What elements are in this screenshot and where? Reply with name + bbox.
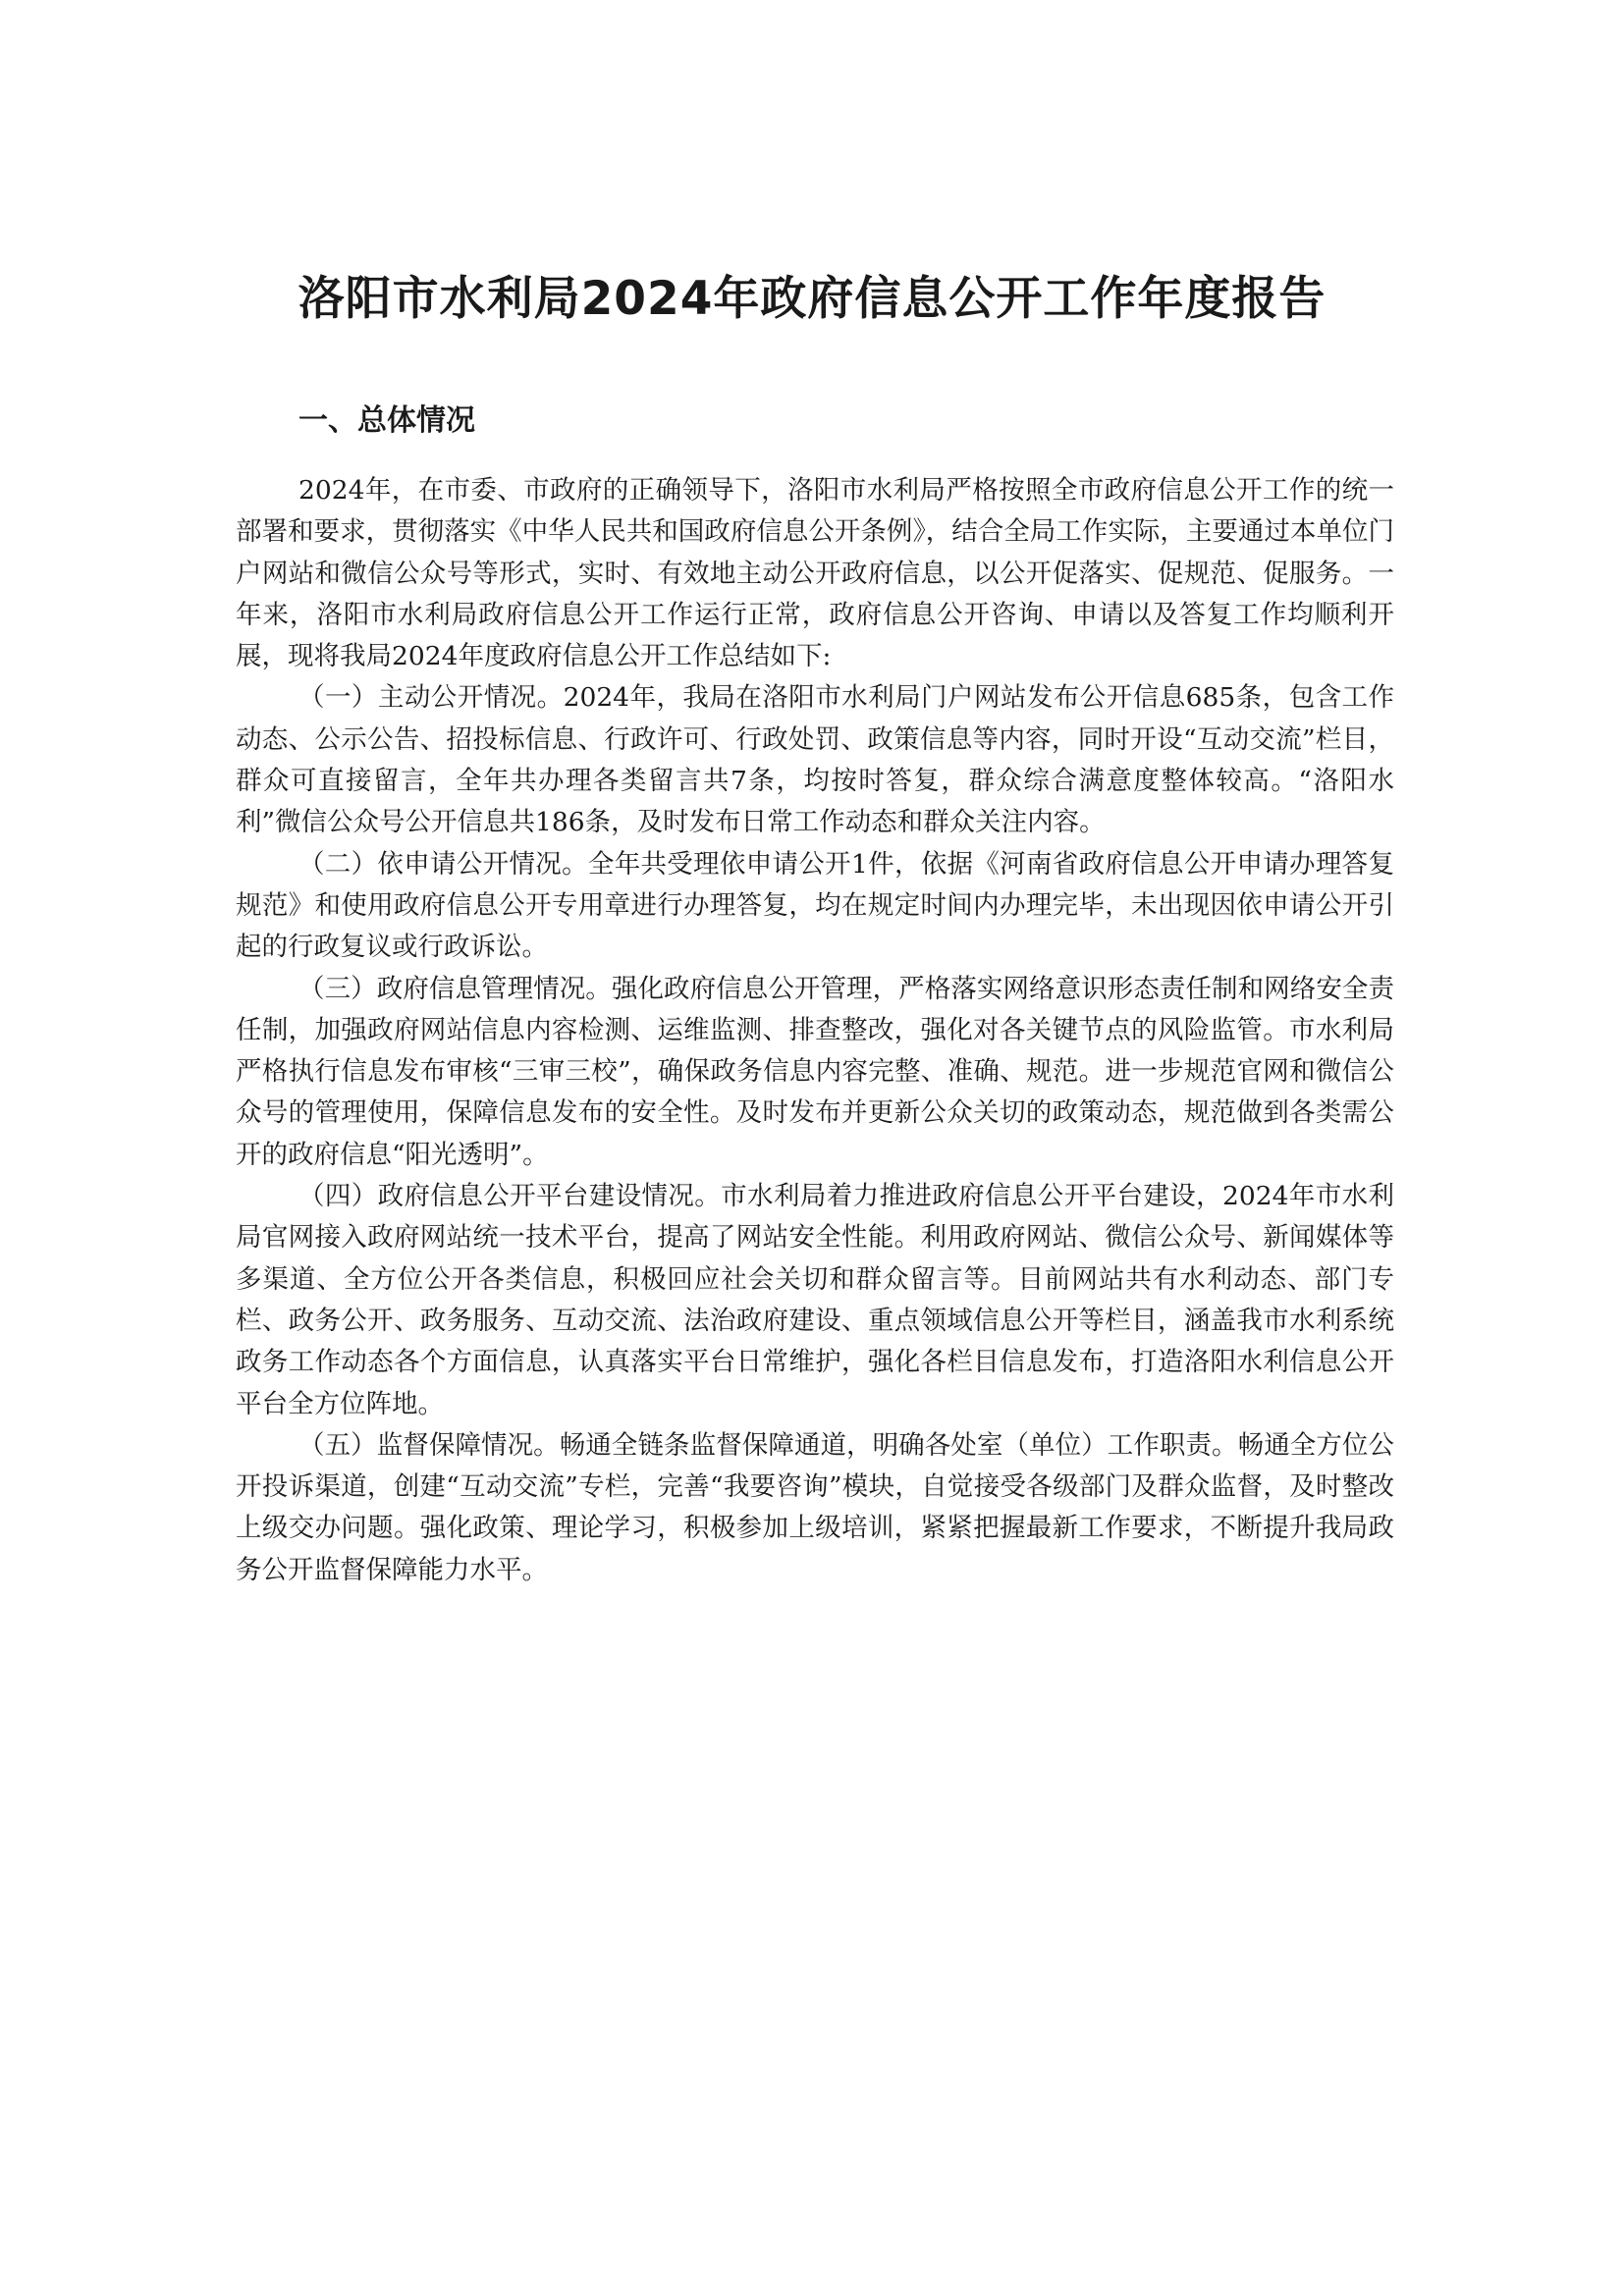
paragraph-intro: 2024年，在市委、市政府的正确领导下，洛阳市水利局严格按照全市政府信息公开工作的统一部署和要求，贯彻落实《中华人民共和国政府信息公开条例》，结合全局工作实际，主要通过本单位门户网站和微信公众号等形式，实时、有效地主动公开政府信息，以公开促落实、促规范、促服务。一年来，洛阳市水利局政府信息公开工作运行正常，政府信息公开咨询、申请以及答复工作均顺利开展，现将我局2024年度政府信息公开工作总结如下: bbox=[236, 475, 1394, 672]
paragraph-information-management: （三）政府信息管理情况。强化政府信息公开管理，严格落实网络意识形态责任制和网络安全责任制，加强政府网站信息内容检测、运维监测、排查整改，强化对各关键节点的风险监管。市水利局严格执行信息发布审核“三审三校”，确保政务信息内容完整、准确、规范。进一步规范官网和微信公众号的管理使用，保障信息发布的安全性。及时发布并更新公众关切的政策动态，规范做到各类需公开的政府信息“阳光透明”。 bbox=[236, 973, 1394, 1170]
document-title: 洛阳市水利局2024年政府信息公开工作年度报告 bbox=[298, 272, 1326, 326]
section-heading: 一、总体情况 bbox=[298, 403, 475, 438]
paragraph-active-disclosure: （一）主动公开情况。2024年，我局在洛阳市水利局门户网站发布公开信息685条，包含工作动态、公示公告、招投标信息、行政许可、行政处罚、政策信息等内容，同时开设“互动交流”栏目，群众可直接留言，全年共办理各类留言共7条，均按时答复，群众综合满意度整体较高。“洛阳水利”微信公众号公开信息共186条，及时发布日常工作动态和群众关注内容。 bbox=[236, 682, 1394, 838]
paragraph-application-disclosure: （二）依申请公开情况。全年共受理依申请公开1件，依据《河南省政府信息公开申请办理答复规范》和使用政府信息公开专用章进行办理答复，均在规定时间内办理完毕，未出现因依申请公开引起的行政复议或行政诉讼。 bbox=[236, 848, 1394, 963]
paragraph-platform-construction: （四）政府信息公开平台建设情况。市水利局着力推进政府信息公开平台建设，2024年市水利局官网接入政府网站统一技术平台，提高了网站安全性能。利用政府网站、微信公众号、新闻媒体等多渠道、全方位公开各类信息，积极回应社会关切和群众留言等。目前网站共有水利动态、部门专栏、政务公开、政务服务、互动交流、法治政府建设、重点领域信息公开等栏目，涵盖我市水利系统政务工作动态各个方面信息，认真落实平台日常维护，强化各栏目信息发布，打造洛阳水利信息公开平台全方位阵地。 bbox=[236, 1181, 1394, 1419]
paragraph-supervision: （五）监督保障情况。畅通全链条监督保障通道，明确各处室（单位）工作职责。畅通全方位公开投诉渠道，创建“互动交流”专栏，完善“我要咨询”模块，自觉接受各级部门及群众监督，及时整改上级交办问题。强化政策、理论学习，积极参加上级培训，紧紧把握最新工作要求，不断提升我局政务公开监督保障能力水平。 bbox=[236, 1429, 1394, 1585]
document-body bbox=[236, 398, 1394, 1591]
